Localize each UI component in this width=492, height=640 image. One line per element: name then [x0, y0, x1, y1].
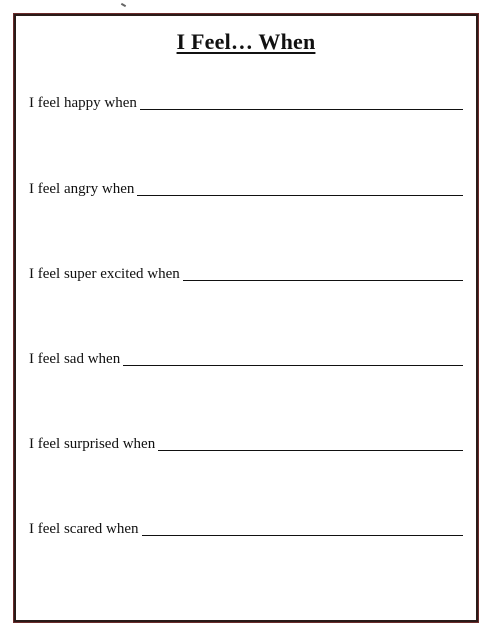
answer-line[interactable]: [183, 267, 463, 281]
prompt-row-angry: [29, 180, 463, 198]
worksheet-title: I Feel… When: [176, 29, 316, 54]
answer-line[interactable]: [137, 182, 463, 196]
answer-line[interactable]: [158, 437, 463, 451]
answer-line[interactable]: [140, 96, 463, 110]
answer-line[interactable]: [142, 522, 463, 536]
prompt-row-sad: [29, 350, 463, 368]
scan-artifact-mark: [121, 3, 126, 7]
prompt-label: I feel angry when: [29, 181, 135, 197]
prompt-label: I feel scared when: [29, 521, 139, 537]
prompt-row-scared: [29, 520, 463, 538]
prompt-label: I feel surprised when: [29, 436, 156, 452]
answer-line[interactable]: [123, 352, 463, 366]
prompt-label: I feel sad when: [29, 351, 121, 367]
prompt-label: I feel happy when: [29, 95, 137, 111]
prompt-row-happy: [29, 94, 463, 112]
prompt-label: I feel super excited when: [29, 266, 180, 282]
prompt-row-super-excited: [29, 265, 463, 283]
prompt-row-surprised: [29, 435, 463, 453]
